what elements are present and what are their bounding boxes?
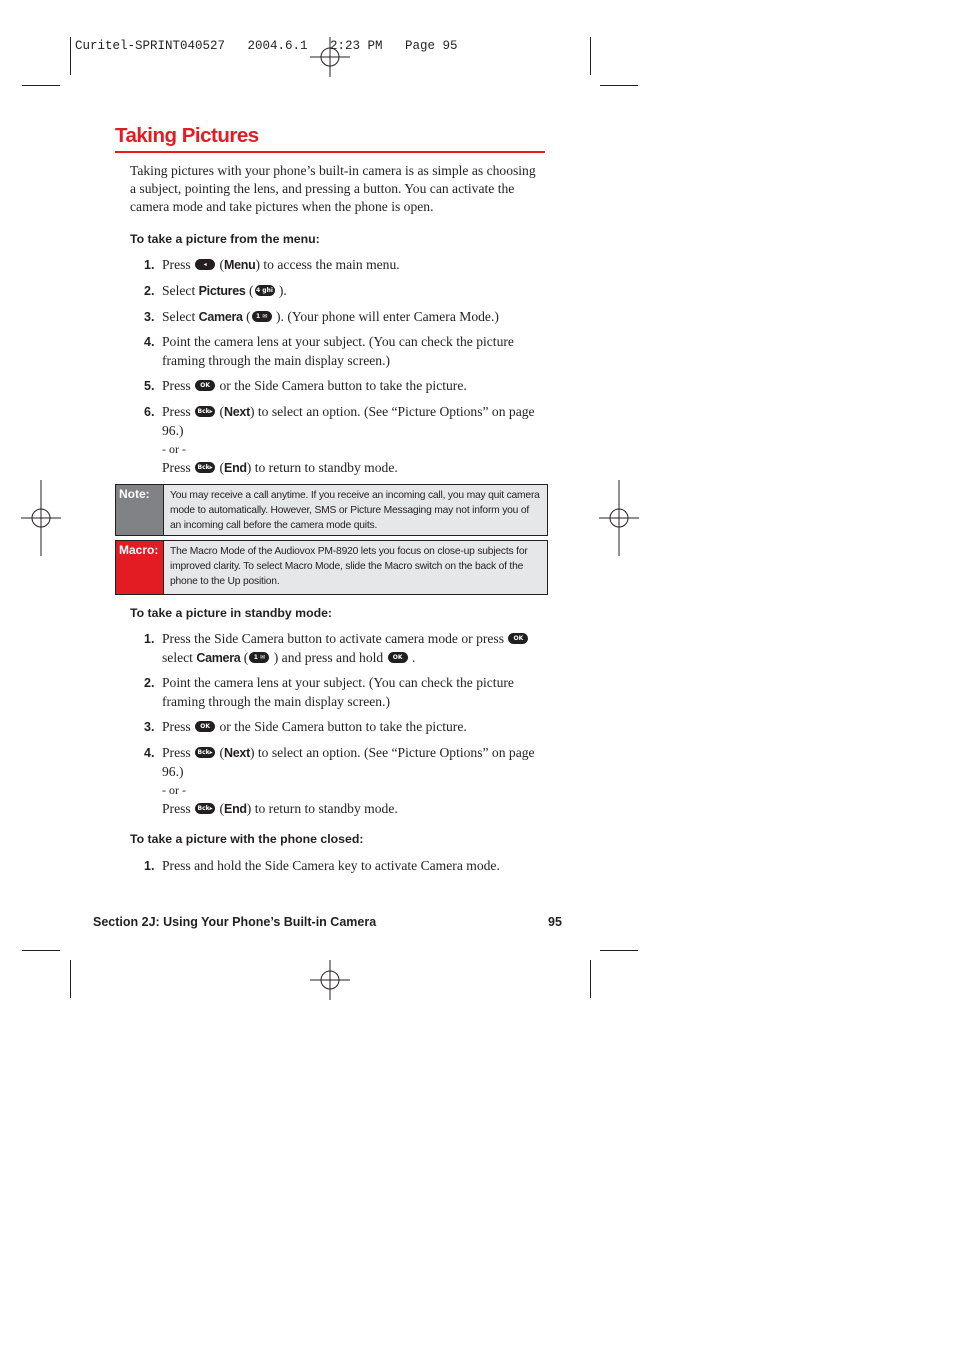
standby-step-2 [144,674,547,711]
crop-mark [22,85,60,86]
closed-step-1 [144,857,547,876]
step-text: ) to access the main menu. [255,257,400,272]
step-text: Select [162,283,199,298]
step-number: 3. [144,310,155,324]
end-key-icon: Bck▸ [195,462,215,473]
footer-section-title: Section 2J: Using Your Phone’s Built-in Camera [93,915,377,929]
step-number: 1. [144,258,155,272]
step-text: Press [162,257,195,272]
section-heading-closed: To take a picture with the phone closed: [130,832,364,846]
step-text: or the Side Camera button to take the picture. [216,378,467,393]
next-key-icon: Bck▸ [195,406,215,417]
registration-mark [21,480,61,556]
step-text: Press the Side Camera button to activate camera mode or press [162,631,508,646]
crop-mark [600,950,638,951]
softkey-label: Menu [224,258,256,272]
step-text: Press [162,719,195,734]
step-text: select [162,649,197,665]
step-text: ( [216,404,225,419]
crop-mark [600,85,638,86]
crop-mark [22,950,60,951]
step-text: ). (Your phone will enter Camera Mode.) [272,309,499,324]
registration-mark [310,37,350,77]
crop-mark [70,37,71,75]
step-text: or the Side Camera button to take the picture. [216,719,467,734]
step-text: Press [162,745,195,760]
crop-mark [70,960,71,998]
page-number: 95 [548,915,562,929]
printer-slug: Curitel-SPRINT040527 2004.6.1 2:23 PM Page 95 [75,39,458,53]
menu-option-label: Camera [196,650,241,665]
standby-step-3 [144,718,547,737]
step-text: Press [162,459,195,475]
step-number: 5. [144,379,155,393]
ok-key-icon: OK [195,380,215,391]
intro-paragraph: Taking pictures with your phone’s built-in camera is as simple as choosing a subject, pointing the lens, and pressing a button. You can activate the camera mode and take pictures when the phone is open. [130,163,536,214]
step-text: ) to return to standby mode. [246,800,398,816]
step-text: Select [162,309,199,324]
menu-step-4 [144,333,547,370]
note-text: You may receive a call anytime. If you receive an incoming call, you may quit camera mode to automatically. However, SMS or Picture Messaging may not inform you of an incoming call before the camera mode quits. [170,490,540,531]
standby-step-1 [144,630,542,667]
menu-step-2 [144,282,547,301]
registration-mark [599,480,639,556]
step-text: ). [275,283,287,298]
menu-key-icon: ◂ Lock [195,259,215,270]
menu-step-6 [144,403,547,477]
ok-key-icon: OK [508,633,528,644]
softkey-label: End [224,460,247,475]
step-text: Point the camera lens at your subject. (You can check the picture framing through the main display screen.) [162,675,514,709]
step-text: Point the camera lens at your subject. (You can check the picture framing through the main display screen.) [162,334,514,368]
pictures-key-icon: 4 ghi [256,287,273,295]
step-text: ( [242,309,251,324]
step-number: 6. [144,405,155,419]
step-number: 4. [144,746,155,760]
step-text: ( [245,283,254,298]
ok-key-icon: OK [195,721,215,732]
step-text: ( [240,649,249,665]
menu-option-label: Pictures [198,284,246,298]
step-text: ( [216,745,225,760]
section-heading-standby: To take a picture in standby mode: [130,606,333,620]
softkey-label: Next [224,746,250,760]
step-text: ( [216,800,225,816]
step-text: Press [162,800,195,816]
step-text: ) to select an option. (See “Picture Options” on page 96.) [162,745,535,779]
step-number: 4. [144,335,155,349]
step-text: ) and press and hold [270,649,387,665]
or-separator: - or - [162,442,186,456]
step-text: . [408,649,416,665]
camera-key-icon: 1 ✉ [252,311,272,322]
or-separator: - or - [162,783,186,797]
step-text: ( [216,257,225,272]
end-key-icon: Bck▸ [195,803,215,814]
note-label: Note: [116,485,164,535]
step-text: Press [162,404,195,419]
menu-step-3 [144,308,547,327]
menu-option-label: Camera [198,310,243,324]
macro-callout [115,540,548,595]
softkey-label: Next [224,405,250,419]
step-text: Press and hold the Side Camera key to activate Camera mode. [162,858,500,873]
step-text: ) to select an option. (See “Picture Options” on page 96.) [162,404,535,438]
camera-key-icon: 1 ✉ [249,652,269,663]
step-number: 2. [144,676,155,690]
crop-mark [590,37,591,75]
step-text: ) to return to standby mode. [246,459,398,475]
ok-key-icon: OK [388,652,408,663]
menu-step-5 [144,377,547,396]
step-text: ( [216,459,225,475]
title-rule [115,151,545,153]
step-number: 2. [144,284,155,298]
step-number: 1. [144,632,155,646]
step-text: Press [162,378,195,393]
step-number: 1. [144,859,155,873]
softkey-label: End [224,801,247,816]
next-key-icon: Bck▸ [195,747,215,758]
standby-step-4 [144,744,547,818]
note-callout [115,484,548,536]
registration-mark [310,960,350,1000]
section-heading-menu: To take a picture from the menu: [130,232,320,246]
step-number: 3. [144,720,155,734]
page-title: Taking Pictures [115,124,259,147]
crop-mark [590,960,591,998]
macro-text: The Macro Mode of the Audiovox PM-8920 lets you focus on close-up subjects for improved clarity. To select Macro Mode, slide the Macro switch on the back of the phone to the Up position. [170,546,528,587]
macro-label: Macro: [116,541,164,594]
menu-step-1 [144,256,547,280]
